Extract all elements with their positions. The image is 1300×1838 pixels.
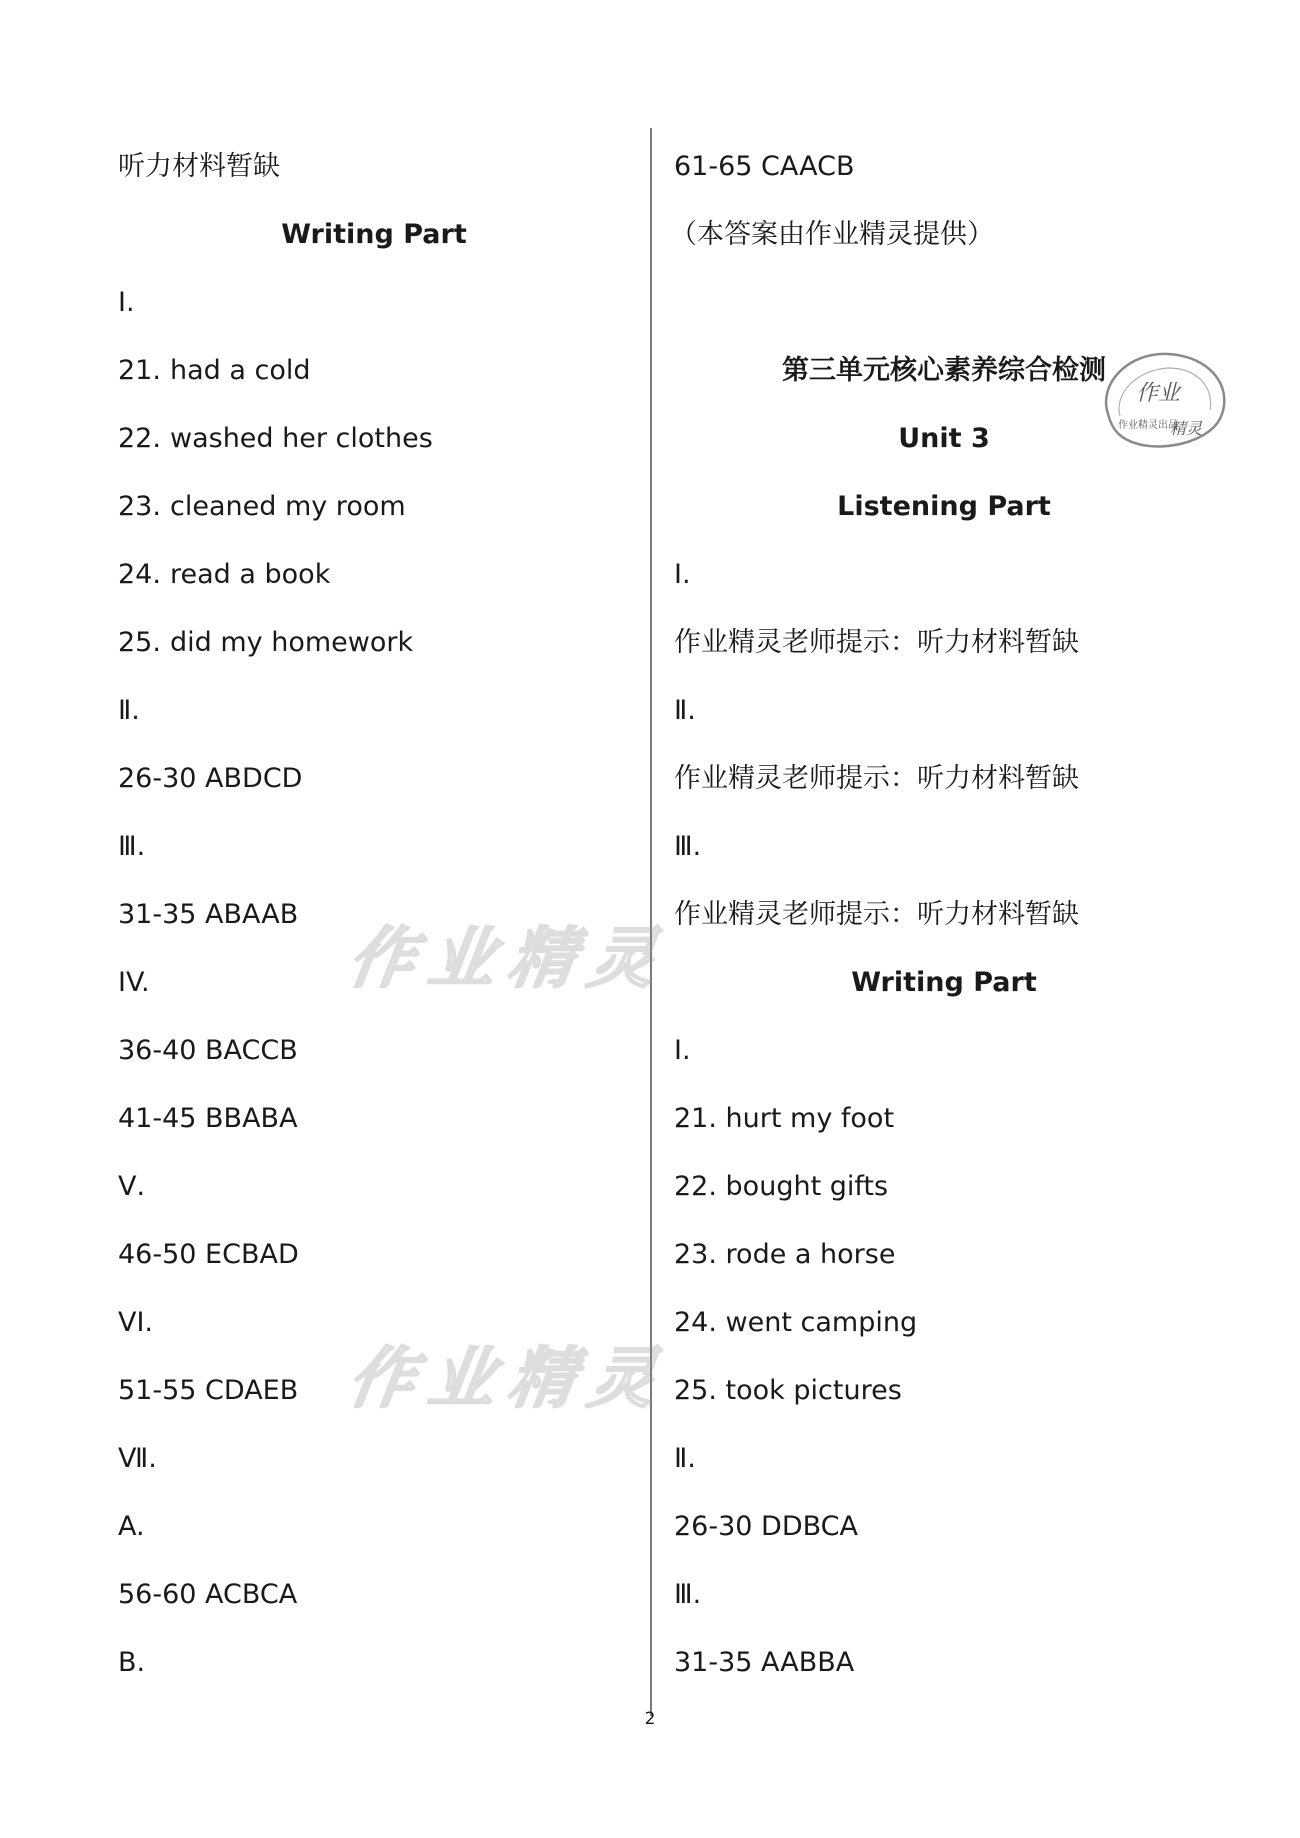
answer-number: 21. [674, 1103, 717, 1134]
answer-number: 24. [118, 559, 161, 590]
answers-46-50: 46-50 ECBAD [118, 1239, 299, 1270]
answer-number: 21. [118, 355, 161, 386]
answer-line-23 [118, 490, 406, 524]
answers-26-30: 26-30 ABDCD [118, 763, 303, 794]
answer-number: 24. [674, 1307, 717, 1338]
test-title: 第三单元核心素养综合检测 [782, 355, 1106, 386]
answer-number: 25. [674, 1375, 717, 1406]
answer-number: 22. [674, 1171, 717, 1202]
answer-text: hurt my foot [725, 1103, 895, 1134]
listening-section-label-2: Ⅱ. [674, 695, 696, 726]
answer-text: cleaned my room [170, 491, 406, 522]
answers-56-60: 56-60 ACBCA [118, 1579, 298, 1610]
answer-line-21 [674, 1102, 894, 1136]
answer-line-22 [118, 422, 433, 456]
part-b-label: B. [118, 1647, 146, 1678]
section-label-1: Ⅰ. [118, 287, 135, 318]
answer-text: took pictures [725, 1375, 902, 1406]
answer-line-25 [118, 626, 413, 660]
answers-31-35: 31-35 ABAAB [118, 899, 299, 930]
watermark-text: 作业精灵 [343, 919, 675, 997]
listening-note-3: 作业精灵老师提示：听力材料暂缺 [674, 899, 1079, 930]
answer-text: bought gifts [725, 1171, 889, 1202]
answer-line-22 [674, 1170, 888, 1204]
answer-text: went camping [725, 1307, 918, 1338]
answer-line-25 [674, 1374, 902, 1408]
answers-26-30: 26-30 DDBCA [674, 1511, 858, 1542]
page-number: 2 [644, 1709, 656, 1729]
answer-line-24 [118, 558, 330, 592]
listening-note-2: 作业精灵老师提示：听力材料暂缺 [674, 763, 1079, 794]
answers-41-45: 41-45 BBABA [118, 1103, 298, 1134]
answer-line-24 [674, 1306, 917, 1340]
section-label-7: Ⅶ. [118, 1443, 157, 1474]
answer-line-21 [118, 354, 311, 388]
listening-note-1: 作业精灵老师提示：听力材料暂缺 [674, 627, 1079, 658]
unit-title: Unit 3 [898, 423, 990, 454]
stamp-graphic [1098, 344, 1232, 456]
section-label-1: Ⅰ. [674, 1035, 691, 1066]
section-label-3: Ⅲ. [118, 831, 146, 862]
stamp-bottom-text: 精灵 [1170, 419, 1203, 438]
answer-text: washed her clothes [170, 423, 433, 454]
answers-51-55: 51-55 CDAEB [118, 1375, 299, 1406]
stamp-ring-text: 作业精灵出品 [1118, 420, 1178, 431]
watermark-text: 作业精灵 [343, 1339, 675, 1417]
intro-note: 听力材料暂缺 [118, 151, 280, 182]
listening-section-label-1: Ⅰ. [674, 559, 691, 590]
writing-part-heading: Writing Part [851, 967, 1037, 998]
section-label-4: IV. [118, 967, 150, 998]
answer-credit: （本答案由作业精灵提供） [670, 219, 994, 250]
answers-61-65: 61-65 CAACB [674, 151, 855, 182]
section-label-3: Ⅲ. [674, 1579, 702, 1610]
answer-text: had a cold [170, 355, 311, 386]
stamp-top-text: 作业 [1136, 381, 1181, 406]
answer-number: 25. [118, 627, 161, 658]
answer-text: read a book [170, 559, 331, 590]
answer-text: rode a horse [725, 1239, 896, 1270]
section-label-2: Ⅱ. [674, 1443, 696, 1474]
answer-number: 22. [118, 423, 161, 454]
writing-part-heading: Writing Part [281, 219, 467, 250]
answers-36-40: 36-40 BACCB [118, 1035, 298, 1066]
answer-number: 23. [118, 491, 161, 522]
answer-line-23 [674, 1238, 895, 1272]
section-label-5: Ⅴ. [118, 1171, 146, 1202]
stamp-logo [1098, 344, 1232, 456]
answer-text: did my homework [170, 627, 414, 658]
listening-section-label-3: Ⅲ. [674, 831, 702, 862]
answer-number: 23. [674, 1239, 717, 1270]
section-label-2: Ⅱ. [118, 695, 140, 726]
section-label-6: VI. [118, 1307, 154, 1338]
answers-31-35: 31-35 AABBA [674, 1647, 855, 1678]
listening-part-heading: Listening Part [837, 491, 1051, 522]
part-a-label: A. [118, 1511, 145, 1542]
